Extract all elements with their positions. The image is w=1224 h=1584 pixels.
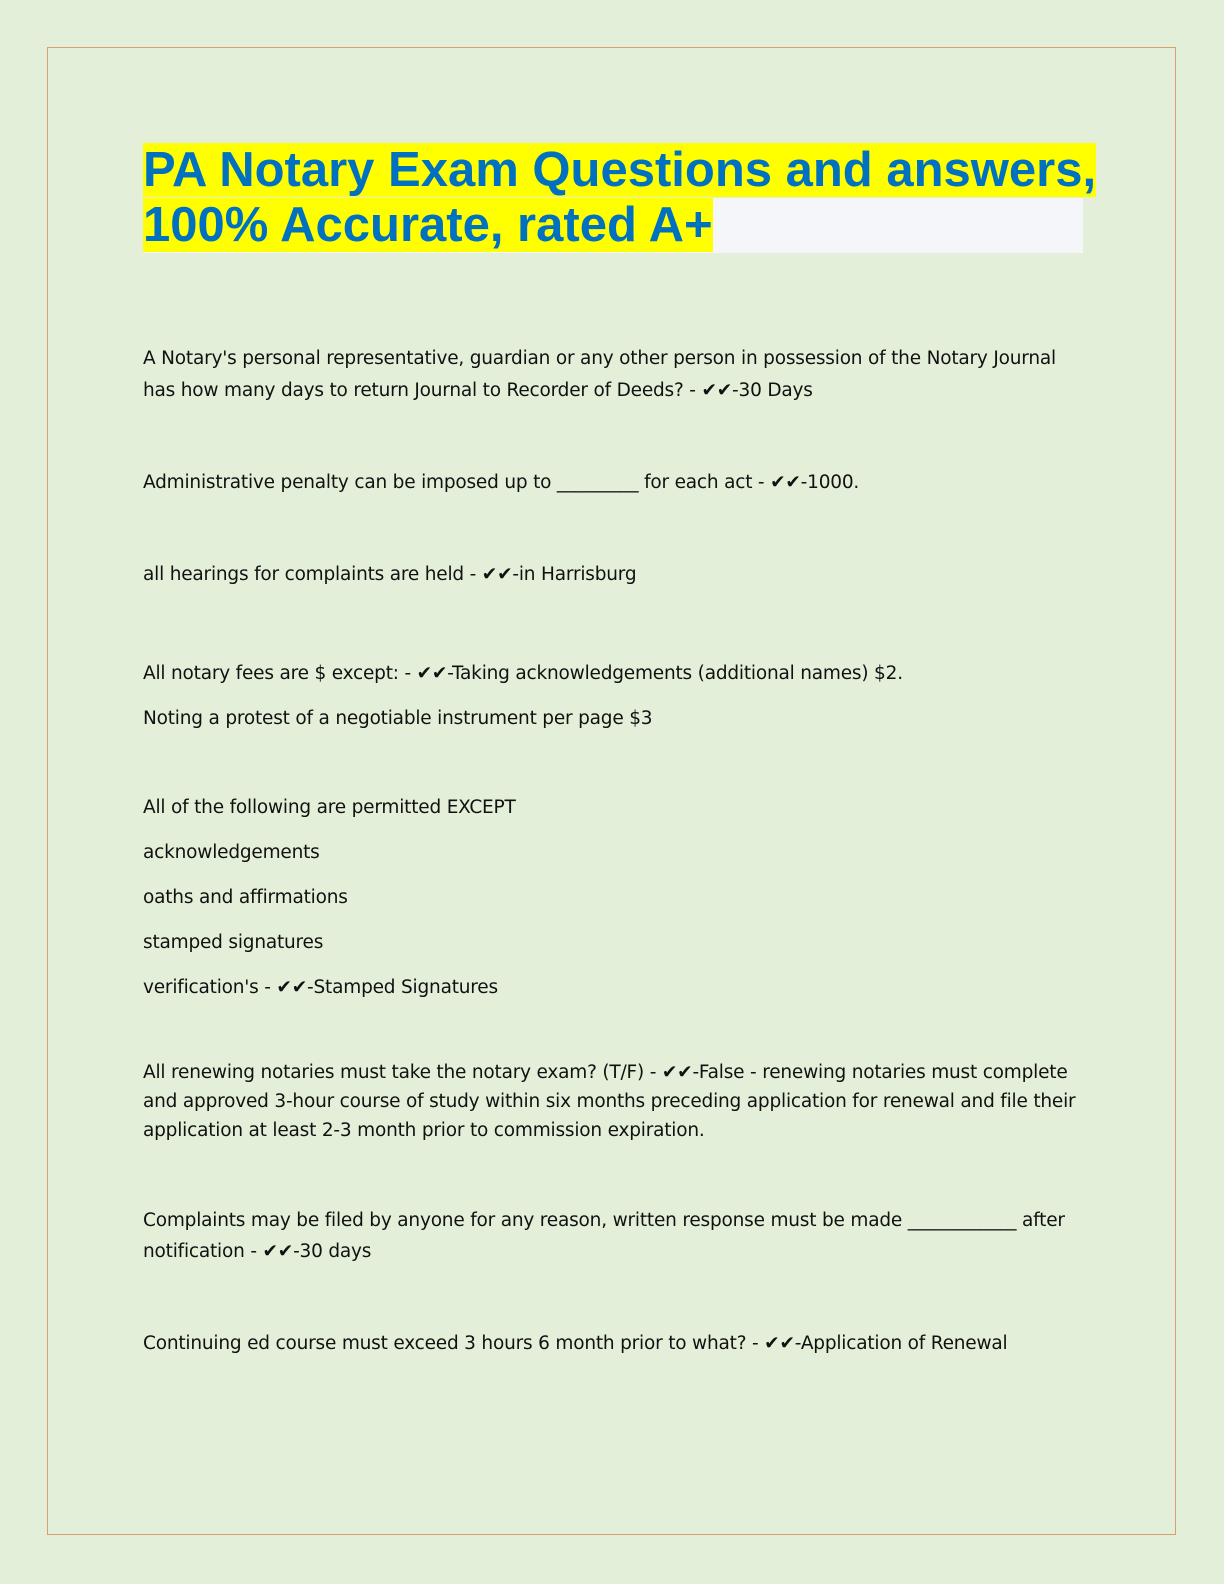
question-text: All notary fees are $ except: - ✔✔-Taking acknowledgements (additional names) $2. (143, 663, 903, 684)
question-4 (143, 651, 1083, 741)
question-text: Continuing ed course must exceed 3 hours 6 month prior to what? - ✔✔-Application of Renewal (143, 1333, 1008, 1354)
question-option: acknowledgements (143, 842, 320, 863)
question-option: stamped signatures (143, 932, 324, 953)
question-2 (143, 467, 1083, 499)
question-text: and approved 3-hour course of study within six months preceding application for renewal and file their (143, 1091, 1076, 1112)
title-line-1: PA Notary Exam Questions and answers, (143, 143, 1097, 197)
question-text: All renewing notaries must take the notary exam? (T/F) - ✔✔-False - renewing notaries must complete (143, 1062, 1068, 1083)
question-option: oaths and affirmations (143, 887, 348, 908)
question-1 (143, 343, 1083, 407)
question-text: has how many days to return Journal to Recorder of Deeds? - ✔✔-30 Days (143, 380, 813, 401)
question-text: application at least 2-3 month prior to commission expiration. (143, 1120, 705, 1141)
title-line-2: 100% Accurate, rated A+ (143, 198, 1083, 253)
question-5 (143, 785, 1083, 1010)
question-6 (143, 1058, 1083, 1145)
question-text: A Notary's personal representative, guardian or any other person in possession of the Notary Journal (143, 348, 1056, 369)
question-option: verification's - ✔✔-Stamped Signatures (143, 977, 498, 998)
question-text: Noting a protest of a negotiable instrument per page $3 (143, 708, 653, 729)
question-text: Administrative penalty can be imposed up to _________ for each act - ✔✔-1000. (143, 472, 860, 493)
question-8 (143, 1328, 1083, 1360)
question-3 (143, 559, 1083, 591)
question-text: All of the following are permitted EXCEPT (143, 797, 516, 818)
question-7 (143, 1205, 1083, 1267)
document-title (143, 143, 1097, 253)
question-text: Complaints may be filed by anyone for any reason, written response must be made ____________ after (143, 1210, 1065, 1231)
question-text: notification - ✔✔-30 days (143, 1241, 372, 1262)
question-text: all hearings for complaints are held - ✔✔-in Harrisburg (143, 564, 637, 585)
